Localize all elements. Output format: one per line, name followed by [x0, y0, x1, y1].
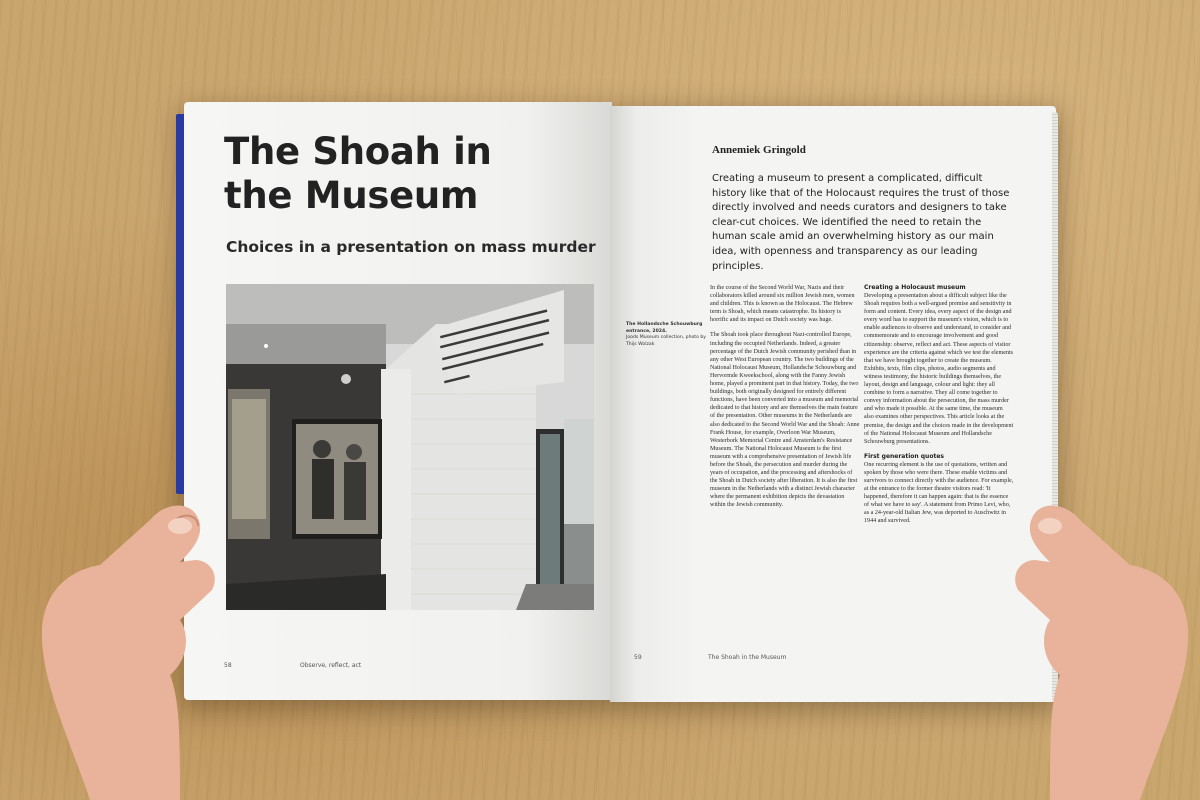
museum-entrance-photo — [226, 284, 594, 610]
title-line-1: The Shoah in — [224, 130, 492, 173]
body-paragraph: The Shoah took place throughout Nazi-controlled Europe, including the occupied Netherlands. Indeed, a greater percentage of the Dutch Jewish community perished than in any other West European country. The two buildings of the National Holocaust Museum, Hollandsche Schouwburg and Hervormde Kweekschool, along with the Fanny Jewish home, played a prominent part in that history. Today, the two buildings, both originally designed for entirely different functions, have been converted into a museum and memorial dedicated to that history and are themselves the main feature of the presentation. Other museums in the Netherlands are also dedicated to the Second World War and the Shoah: Anne Frank House, for example, Overloon War Museum, Westerbork Memorial Centre and Amsterdam's Resistance Museum. The National Holocaust Museum is the first museum with a comprehensive presentation of Jewish life before the Shoah, the persecution and murder during the years of occupation, and the processing and aftershocks of the Shoah in Dutch society after liberation. It is also the first museum in the Netherlands with a distinct Jewish character where the permanent exhibition depicts the devastation within the Jewish community. — [710, 332, 860, 509]
section-heading: Creating a Holocaust museum — [864, 284, 966, 291]
right-page — [610, 106, 1056, 702]
body-column-2 — [864, 284, 1014, 533]
folio-number-left: 58 — [224, 662, 232, 669]
photo-illustration — [226, 284, 594, 610]
left-hand — [30, 460, 230, 800]
author-name: Annemiek Gringold — [712, 144, 806, 156]
body-paragraph: One recurring element is the use of quotations, written and spoken by those who were there. These enable victims and survivors to connect directly with the audience. For example, at the entrance to the former theatre visitors read: 'It happened, therefore it can happen again: that is the essence of what we have to say'. A statement from Primo Levi, who, as a 24-year-old Italian Jew, was deported to Auschwitz in 1944 and survived. — [864, 461, 1014, 525]
left-page — [184, 102, 612, 700]
folio-running-head-right: The Shoah in the Museum — [708, 654, 787, 661]
article-subtitle: Choices in a presentation on mass murder — [226, 238, 596, 256]
title-line-2: the Museum — [224, 174, 479, 217]
body-paragraph: Developing a presentation about a difficult subject like the Shoah requires both a well-argued premise and sensitivity in form and content. Every idea, every aspect of the design and every word has to support the museum's vision, which is to enable audiences to observe and understand, to consider and commemorate and to encourage involvement and good citizenship: observe, reflect and act. These aspects of visitor experience are the criteria against which we test the elements that we have brought together to create the museum. Exhibits, texts, film clips, photos, audio segments and witness testimony, the historic buildings themselves, the layout, design and language, colour and light: they all combine to form a narrative. They all come together to convey information about the persecution, the mass murder and who made it possible. At the same time, the museum also examines other perspectives. This article looks at the premise, the design and the choices made in the development of the National Holocaust Museum and Hollandsche Schouwburg presentations. — [864, 293, 1014, 445]
body-column-1 — [710, 284, 860, 517]
right-hand — [1000, 460, 1200, 800]
article-title — [224, 130, 492, 218]
section-heading: First generation quotes — [864, 452, 944, 460]
folio-number-right: 59 — [634, 654, 642, 661]
caption-title: The Hollandsche Schouwburg entrance, 2024. — [626, 322, 703, 334]
photo-caption — [626, 322, 706, 348]
caption-credit: Joods Museum collection, photo by Thijs Wolzak — [626, 335, 706, 347]
intro-paragraph: Creating a museum to present a complicated, difficult history like that of the Holocaust requires the trust of those directly involved and needs curators and designers to take clear-cut choices. We identified the need to retain the human scale amid an overwhelming history as our main idea, with openness and transparency as our leading principles. — [712, 173, 1010, 272]
body-paragraph: In the course of the Second World War, Nazis and their collaborators killed around six million Jewish men, women and children. This is known as the Holocaust. The Hebrew term is Shoah, which means catastrophe. Its history is horrific and its impact on Dutch society was huge. — [710, 285, 855, 324]
folio-running-head-left: Observe, reflect, act — [300, 662, 362, 669]
